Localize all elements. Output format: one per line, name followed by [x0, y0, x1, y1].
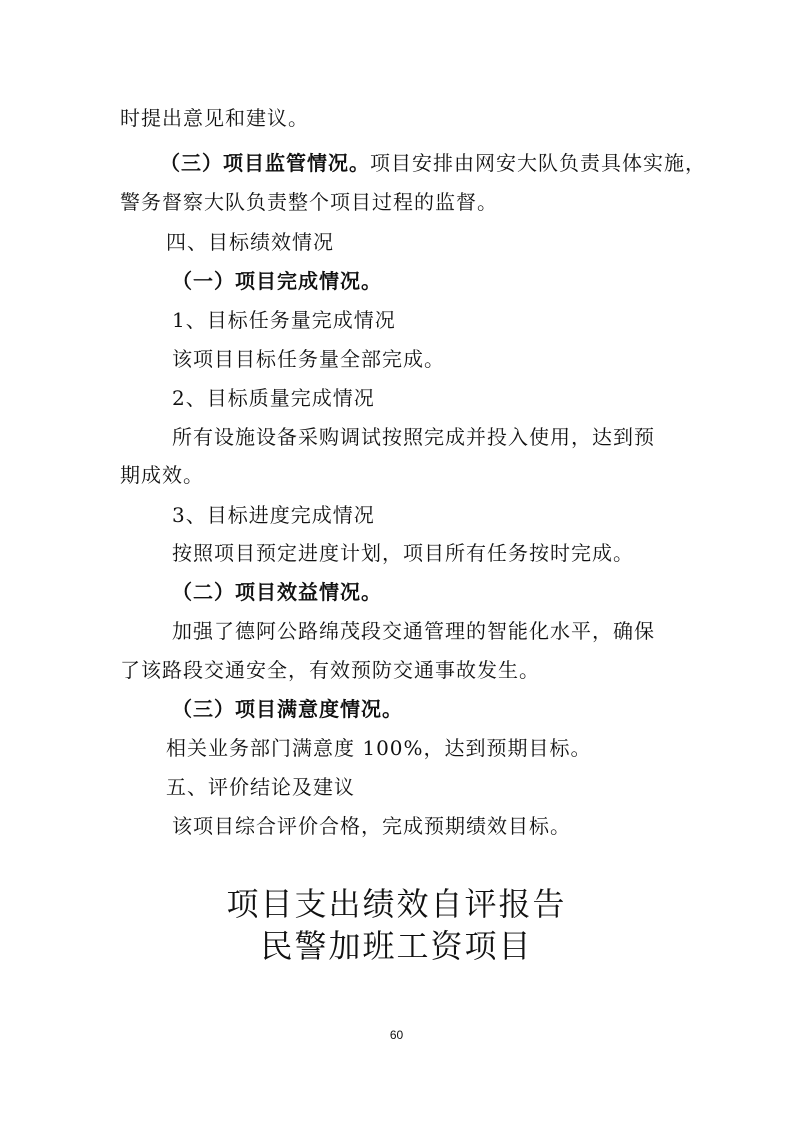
page-number: 60 [389, 1028, 404, 1042]
section-4-heading: 四、目标绩效情况 [166, 230, 334, 254]
section-3-paragraph [160, 150, 706, 176]
section-3-text: 项目安排由网安大队负责具体实施， [370, 151, 706, 175]
report-subtitle: 民警加班工资项目 [260, 927, 533, 965]
report-title: 项目支出绩效自评报告 [226, 885, 567, 923]
subsection-1-heading: （一）项目完成情况。 [172, 269, 382, 293]
item-2-text-continued: 期成效。 [120, 463, 204, 487]
item-1-text: 该项目目标任务量全部完成。 [172, 347, 445, 371]
paragraph-line: 时提出意见和建议。 [120, 106, 309, 130]
item-3-text: 按照项目预定进度计划，项目所有任务按时完成。 [172, 541, 634, 565]
section-3-text-continued: 警务督察大队负责整个项目过程的监督。 [120, 190, 498, 214]
item-1-heading: 1、目标任务量完成情况 [172, 308, 396, 332]
subsection-2-text-continued: 了该路段交通安全，有效预防交通事故发生。 [120, 658, 540, 682]
subsection-3-text: 相关业务部门满意度 100%，达到预期目标。 [166, 736, 592, 760]
item-2-text: 所有设施设备采购调试按照完成并投入使用，达到预 [172, 425, 655, 449]
item-2-heading: 2、目标质量完成情况 [172, 386, 375, 410]
item-3-heading: 3、目标进度完成情况 [172, 503, 375, 527]
section-3-heading: （三）项目监管情况。 [160, 151, 370, 175]
subsection-2-text: 加强了德阿公路绵茂段交通管理的智能化水平，确保 [172, 619, 655, 643]
subsection-3-heading: （三）项目满意度情况。 [172, 697, 403, 721]
subsection-2-heading: （二）项目效益情况。 [172, 580, 382, 604]
section-5-text: 该项目综合评价合格，完成预期绩效目标。 [172, 814, 571, 838]
section-5-heading: 五、评价结论及建议 [166, 775, 355, 799]
